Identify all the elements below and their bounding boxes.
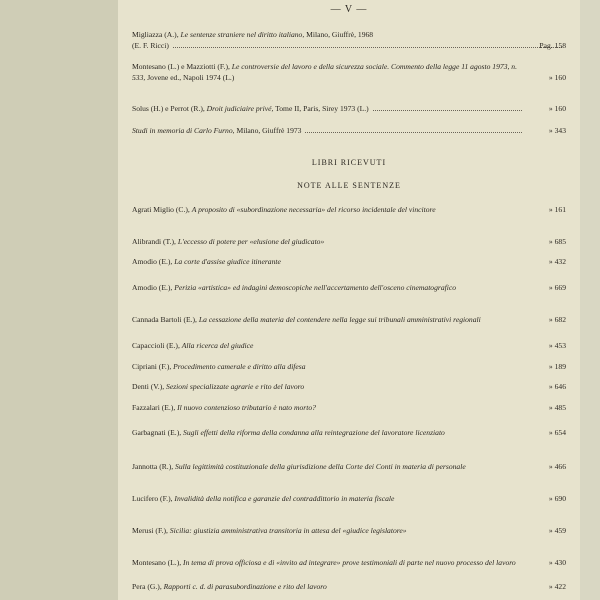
note-title: Procedimento camerale e diritto alla difesa — [173, 362, 306, 371]
note-page: » 646 — [548, 382, 566, 391]
section-heading-libri: LIBRI RICEVUTI — [311, 158, 387, 167]
note-page: » 161 — [548, 205, 566, 214]
note-author: Amodio (E.), — [132, 283, 173, 292]
list-item: Studi in memoria di Carlo Furno, Milano, Giuffrè 1973 » 343 — [132, 126, 566, 135]
note-title: Sicilia: giustizia amministrativa transitoria in attesa del «giudice legislatore» — [169, 526, 407, 535]
note-title: Il nuovo contenzioso tributario è nato morto? — [177, 403, 316, 412]
note-page: » 432 — [548, 257, 566, 266]
note-title: Perizia «artistica» ed indagini demoscopiche nell'accertamento dell'osceno cinematografico — [174, 283, 457, 292]
list-item — [132, 582, 566, 593]
note-title: La corte d'assise giudice itinerante — [174, 257, 281, 266]
note-author: Denti (V.), — [132, 382, 165, 391]
note-title: Rapporti c. d. di parasubordinazione e rito del lavoro — [163, 582, 327, 591]
note-page: » 453 — [548, 341, 566, 350]
list-item — [132, 362, 566, 373]
note-author: Cipriani (F.), — [132, 362, 172, 371]
note-author: Jannotta (R.), — [132, 462, 174, 471]
note-author: Garbagnati (E.), — [132, 428, 182, 437]
note-title: Sezioni specializzate agrarie e rito del lavoro — [166, 382, 305, 391]
note-title: L'eccesso di potere per «elusione del giudicato» — [177, 237, 325, 246]
note-page: » 466 — [548, 462, 566, 471]
document-page — [118, 0, 580, 600]
note-page: » 654 — [548, 428, 566, 437]
list-item — [132, 257, 566, 268]
list-item — [132, 558, 566, 569]
note-title: La cessazione della materia del contendere nella legge sui tribunali amministrativi regionali — [198, 315, 481, 324]
note-title: Sulla legittimità costituzionale della giurisdizione della Corte dei Conti in materia di personale — [175, 462, 466, 471]
note-author: Cannada Bartoli (E.), — [132, 315, 197, 324]
list-item: Solus (H.) e Perrot (R.), Droit judiciaire privé, Tome II, Paris, Sirey 1973 (L.) » 160 — [132, 104, 566, 113]
list-item — [132, 382, 566, 393]
note-title: A proposito di «subordinazione necessaria» del ricorso incidentale del vincitore — [191, 205, 436, 214]
note-author: Montesano (L.), — [132, 558, 182, 567]
note-title: In tema di prova officiosa e di «invito ad integrare» prove testimoniali di parte nel nuovo processo del lavoro — [183, 558, 516, 567]
note-author: Agrati Miglio (C.), — [132, 205, 190, 214]
list-item — [132, 526, 566, 537]
list-item: Montesano (L.) e Mazziotti (F.), Le controversie del lavoro e della sicurezza sociale. Commento della legge 11 agosto 1973, n. 533, Jovene ed., Napoli 1974 (L.) » 160 — [132, 62, 566, 82]
note-page: » 430 — [548, 558, 566, 567]
section-heading-note: NOTE ALLE SENTENZE — [297, 181, 401, 190]
list-item — [132, 237, 566, 248]
note-author: Merusi (F.), — [132, 526, 168, 535]
list-item — [132, 315, 566, 326]
note-title: Invalidità della notifica e garanzie del contraddittorio in materia fiscale — [174, 494, 395, 503]
note-author: Capaccioli (E.), — [132, 341, 180, 350]
note-author: Pera (G.), — [132, 582, 162, 591]
list-item — [132, 205, 566, 216]
note-page: » 422 — [548, 582, 566, 591]
note-page: » 690 — [548, 494, 566, 503]
note-page: » 459 — [548, 526, 566, 535]
page-number: — V — — [330, 4, 368, 15]
note-page: » 669 — [548, 283, 566, 292]
note-page: » 682 — [548, 315, 566, 324]
note-title: Alla ricerca del giudice — [181, 341, 254, 350]
note-author: Lucifero (F.), — [132, 494, 173, 503]
list-item — [132, 428, 566, 439]
note-author: Fazzalari (E.), — [132, 403, 176, 412]
list-item — [132, 283, 566, 294]
list-item — [132, 494, 566, 505]
list-item: Migliazza (A.), Le sentenze straniere nel diritto italiano, Milano, Giuffrè, 1968 (E. F. Ricci) Pag. 158 — [132, 30, 566, 50]
note-author: Amodio (E.), — [132, 257, 173, 266]
list-item — [132, 462, 566, 473]
left-margin — [0, 0, 118, 600]
note-author: Alibrandi (T.), — [132, 237, 176, 246]
note-title: Sugli effetti della riforma della condanna alla reintegrazione del lavoratore licenziato — [183, 428, 445, 437]
note-page: » 189 — [548, 362, 566, 371]
note-page: » 485 — [548, 403, 566, 412]
list-item — [132, 341, 566, 352]
list-item — [132, 403, 566, 414]
note-page: » 685 — [548, 237, 566, 246]
